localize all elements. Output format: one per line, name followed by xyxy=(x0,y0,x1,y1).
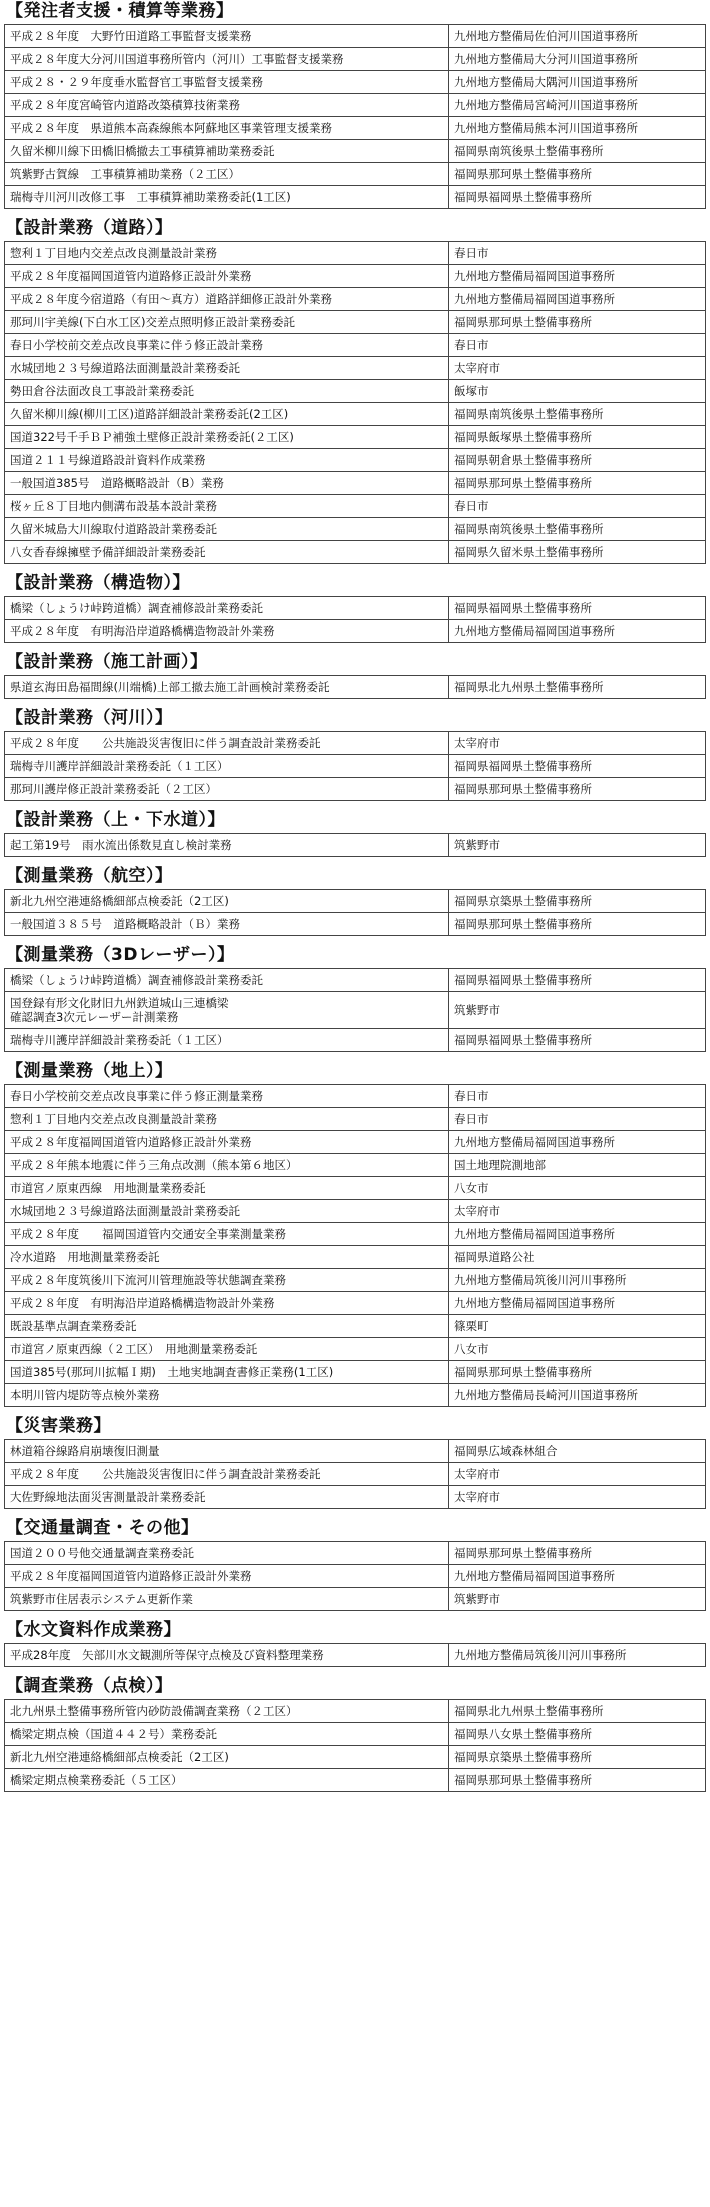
project-name-cell: 平成28年度 矢部川水文観測所等保守点検及び資料整理業務 xyxy=(5,1644,449,1667)
table-row xyxy=(5,1644,706,1667)
project-name-cell: 平成２８・２９年度垂水監督官工事監督支援業務 xyxy=(5,71,449,94)
table-row xyxy=(5,1108,706,1131)
client-cell: 福岡県福岡県土整備事務所 xyxy=(449,597,706,620)
table-row xyxy=(5,1440,706,1463)
table-row xyxy=(5,969,706,992)
table-row xyxy=(5,890,706,913)
project-name-cell: 平成２８年度筑後川下流河川管理施設等状態調査業務 xyxy=(5,1269,449,1292)
table-row xyxy=(5,1746,706,1769)
project-name-cell: 本明川管内堤防等点検外業務 xyxy=(5,1384,449,1407)
project-name-cell: 国登録有形文化財旧九州鉄道城山三連橋梁 確認調査3次元レーザー計測業務 xyxy=(5,992,449,1029)
table-row xyxy=(5,1700,706,1723)
client-cell: 福岡県那珂県土整備事務所 xyxy=(449,1769,706,1792)
client-cell: 春日市 xyxy=(449,1108,706,1131)
client-cell: 福岡県京築県土整備事務所 xyxy=(449,1746,706,1769)
project-name-cell: 県道玄海田島福間線(川端橋)上部工撤去施工計画検討業務委託 xyxy=(5,676,449,699)
client-cell: 筑紫野市 xyxy=(449,1588,706,1611)
table-row xyxy=(5,1384,706,1407)
project-name-cell: 林道箱谷線路肩崩壊復旧測量 xyxy=(5,1440,449,1463)
section-title: 【設計業務（河川）】 xyxy=(6,708,173,728)
project-name-cell: 市道宮ノ原東西線（２工区） 用地測量業務委託 xyxy=(5,1338,449,1361)
client-cell: 福岡県那珂県土整備事務所 xyxy=(449,778,706,801)
client-cell: 福岡県朝倉県土整備事務所 xyxy=(449,449,706,472)
client-cell: 八女市 xyxy=(449,1338,706,1361)
project-table xyxy=(4,596,706,643)
client-cell: 九州地方整備局福岡国道事務所 xyxy=(449,1565,706,1588)
client-cell: 福岡県福岡県土整備事務所 xyxy=(449,1029,706,1052)
project-name-cell: 新北九州空港連絡橋細部点検委託（2工区) xyxy=(5,890,449,913)
table-row xyxy=(5,778,706,801)
table-row xyxy=(5,472,706,495)
client-cell: 福岡県八女県土整備事務所 xyxy=(449,1723,706,1746)
table-row xyxy=(5,311,706,334)
section xyxy=(4,707,704,801)
client-cell: 九州地方整備局宮崎河川国道事務所 xyxy=(449,94,706,117)
project-name-cell: 冷水道路 用地測量業務委託 xyxy=(5,1246,449,1269)
section xyxy=(4,1619,704,1667)
client-cell: 福岡県北九州県土整備事務所 xyxy=(449,1700,706,1723)
client-cell: 福岡県道路公社 xyxy=(449,1246,706,1269)
client-cell: 太宰府市 xyxy=(449,732,706,755)
table-row xyxy=(5,242,706,265)
project-name-cell: 大佐野線地法面災害測量設計業務委託 xyxy=(5,1486,449,1509)
project-name-cell: 平成２８年度 大野竹田道路工事監督支援業務 xyxy=(5,25,449,48)
client-cell: 九州地方整備局福岡国道事務所 xyxy=(449,620,706,643)
client-cell: 篠栗町 xyxy=(449,1315,706,1338)
project-name-cell: 久留米柳川線下田橋旧橋撤去工事積算補助業務委託 xyxy=(5,140,449,163)
project-name-cell: 筑紫野市住居表示システム更新作業 xyxy=(5,1588,449,1611)
project-table xyxy=(4,1699,706,1792)
client-cell: 筑紫野市 xyxy=(449,834,706,857)
project-name-cell: 平成２８年度 福岡国道管内交通安全事業測量業務 xyxy=(5,1223,449,1246)
project-name-cell: 橋梁（しょうけ峠跨道橋）調査補修設計業務委託 xyxy=(5,597,449,620)
project-name-cell: 国道385号(那珂川拡幅Ｉ期) 土地実地調査書修正業務(1工区) xyxy=(5,1361,449,1384)
client-cell: 福岡県南筑後県土整備事務所 xyxy=(449,518,706,541)
client-cell: 春日市 xyxy=(449,242,706,265)
client-cell: 九州地方整備局熊本河川国道事務所 xyxy=(449,117,706,140)
project-table xyxy=(4,1439,706,1509)
project-name-cell: 国道２００号他交通量調査業務委託 xyxy=(5,1542,449,1565)
project-name-cell: 既設基準点調査業務委託 xyxy=(5,1315,449,1338)
client-cell: 福岡県福岡県土整備事務所 xyxy=(449,186,706,209)
project-name-cell: 水城団地２３号線道路法面測量設計業務委託 xyxy=(5,357,449,380)
client-cell: 九州地方整備局福岡国道事務所 xyxy=(449,1292,706,1315)
client-cell: 福岡県北九州県土整備事務所 xyxy=(449,676,706,699)
project-name-cell: 平成２８年度今宿道路（有田～真方）道路詳細修正設計外業務 xyxy=(5,288,449,311)
table-row xyxy=(5,1292,706,1315)
table-row xyxy=(5,94,706,117)
project-table xyxy=(4,24,706,209)
client-cell: 九州地方整備局福岡国道事務所 xyxy=(449,1131,706,1154)
client-cell: 八女市 xyxy=(449,1177,706,1200)
client-cell: 太宰府市 xyxy=(449,1486,706,1509)
project-name-cell: 平成２８年度宮崎管内道路改築積算技術業務 xyxy=(5,94,449,117)
client-cell: 福岡県那珂県土整備事務所 xyxy=(449,311,706,334)
client-cell: 福岡県那珂県土整備事務所 xyxy=(449,1361,706,1384)
table-row xyxy=(5,597,706,620)
project-table xyxy=(4,241,706,564)
project-name-cell: 水城団地２３号線道路法面測量設計業務委託 xyxy=(5,1200,449,1223)
project-name-cell: 平成２８年度福岡国道管内道路修正設計外業務 xyxy=(5,1565,449,1588)
table-row xyxy=(5,140,706,163)
table-row xyxy=(5,676,706,699)
client-cell: 福岡県広域森林組合 xyxy=(449,1440,706,1463)
client-cell: 福岡県那珂県土整備事務所 xyxy=(449,1542,706,1565)
client-cell: 春日市 xyxy=(449,1085,706,1108)
section-title: 【設計業務（構造物）】 xyxy=(6,573,190,593)
table-row xyxy=(5,426,706,449)
table-row xyxy=(5,380,706,403)
table-row xyxy=(5,334,706,357)
client-cell: 九州地方整備局大隅河川国道事務所 xyxy=(449,71,706,94)
client-cell: 福岡県久留米県土整備事務所 xyxy=(449,541,706,564)
project-name-cell: 平成２８年度 有明海沿岸道路橋構造物設計外業務 xyxy=(5,1292,449,1315)
project-name-cell: 春日小学校前交差点改良事業に伴う修正測量業務 xyxy=(5,1085,449,1108)
table-row xyxy=(5,1131,706,1154)
table-row xyxy=(5,1315,706,1338)
table-row xyxy=(5,1269,706,1292)
section-title: 【災害業務】 xyxy=(6,1416,111,1436)
table-row xyxy=(5,48,706,71)
table-row xyxy=(5,186,706,209)
client-cell: 九州地方整備局筑後川河川事務所 xyxy=(449,1269,706,1292)
document xyxy=(4,0,704,1792)
client-cell: 九州地方整備局福岡国道事務所 xyxy=(449,1223,706,1246)
project-name-cell: 瑞梅寺川河川改修工事 工事積算補助業務委託(1工区) xyxy=(5,186,449,209)
client-cell: 福岡県飯塚県土整備事務所 xyxy=(449,426,706,449)
table-row xyxy=(5,1200,706,1223)
project-name-cell: 新北九州空港連絡橋細部点検委託（2工区) xyxy=(5,1746,449,1769)
table-row xyxy=(5,288,706,311)
project-name-cell: 平成２８年度大分河川国道事務所管内（河川）工事監督支援業務 xyxy=(5,48,449,71)
project-name-cell: 橋梁定期点検（国道４４２号）業務委託 xyxy=(5,1723,449,1746)
table-row xyxy=(5,1463,706,1486)
project-name-cell: 惣利１丁目地内交差点改良測量設計業務 xyxy=(5,242,449,265)
project-name-cell: 春日小学校前交差点改良事業に伴う修正設計業務 xyxy=(5,334,449,357)
client-cell: 九州地方整備局福岡国道事務所 xyxy=(449,265,706,288)
project-name-cell: 瑞梅寺川護岸詳細設計業務委託（１工区） xyxy=(5,755,449,778)
client-cell: 福岡県那珂県土整備事務所 xyxy=(449,163,706,186)
project-table xyxy=(4,731,706,801)
table-row xyxy=(5,1338,706,1361)
table-row xyxy=(5,1723,706,1746)
table-row xyxy=(5,1177,706,1200)
section xyxy=(4,651,704,699)
project-table xyxy=(4,1084,706,1407)
table-row xyxy=(5,992,706,1029)
project-name-cell: 橋梁定期点検業務委託（５工区） xyxy=(5,1769,449,1792)
section-title: 【測量業務（航空）】 xyxy=(6,866,173,886)
table-row xyxy=(5,265,706,288)
client-cell: 福岡県那珂県土整備事務所 xyxy=(449,913,706,936)
table-row xyxy=(5,620,706,643)
section-title: 【測量業務（地上）】 xyxy=(6,1061,173,1081)
table-row xyxy=(5,1223,706,1246)
project-name-cell: 久留米城島大川線取付道路設計業務委託 xyxy=(5,518,449,541)
table-row xyxy=(5,117,706,140)
project-name-cell: 平成２８年度 有明海沿岸道路橋構造物設計外業務 xyxy=(5,620,449,643)
section xyxy=(4,944,704,1052)
project-name-cell: 市道宮ノ原東西線 用地測量業務委託 xyxy=(5,1177,449,1200)
project-name-cell: 平成２８年度 県道熊本高森線熊本阿蘇地区事業管理支援業務 xyxy=(5,117,449,140)
project-name-cell: 一般国道385号 道路概略設計（B）業務 xyxy=(5,472,449,495)
table-row xyxy=(5,1246,706,1269)
table-row xyxy=(5,1085,706,1108)
project-name-cell: 橋梁（しょうけ峠跨道橋）調査補修設計業務委託 xyxy=(5,969,449,992)
table-row xyxy=(5,1361,706,1384)
section-title: 【調査業務（点検）】 xyxy=(6,1676,173,1696)
table-row xyxy=(5,1486,706,1509)
client-cell: 九州地方整備局筑後川河川事務所 xyxy=(449,1644,706,1667)
table-row xyxy=(5,1154,706,1177)
project-name-cell: 国道322号千手ＢＰ補強土壁修正設計業務委託(２工区) xyxy=(5,426,449,449)
section-title: 【設計業務（施工計画）】 xyxy=(6,652,208,672)
section-title: 【測量業務（3Dレーザー）】 xyxy=(6,945,235,965)
table-row xyxy=(5,1029,706,1052)
client-cell: 九州地方整備局大分河川国道事務所 xyxy=(449,48,706,71)
section-title: 【発注者支援・積算等業務】 xyxy=(6,1,234,21)
project-name-cell: 北九州県土整備事務所管内砂防設備調査業務（２工区） xyxy=(5,1700,449,1723)
client-cell: 福岡県南筑後県土整備事務所 xyxy=(449,140,706,163)
table-row xyxy=(5,495,706,518)
client-cell: 九州地方整備局佐伯河川国道事務所 xyxy=(449,25,706,48)
project-table xyxy=(4,1643,706,1667)
project-name-cell: 惣利１丁目地内交差点改良測量設計業務 xyxy=(5,1108,449,1131)
client-cell: 春日市 xyxy=(449,334,706,357)
table-row xyxy=(5,357,706,380)
client-cell: 筑紫野市 xyxy=(449,992,706,1029)
section xyxy=(4,0,704,209)
project-name-cell: 平成２８年度 公共施設災害復旧に伴う調査設計業務委託 xyxy=(5,732,449,755)
section xyxy=(4,865,704,936)
project-name-cell: 筑紫野古賀線 工事積算補助業務（２工区） xyxy=(5,163,449,186)
table-row xyxy=(5,1588,706,1611)
project-table xyxy=(4,675,706,699)
client-cell: 太宰府市 xyxy=(449,357,706,380)
project-name-cell: 勢田倉谷法面改良工事設計業務委託 xyxy=(5,380,449,403)
client-cell: 飯塚市 xyxy=(449,380,706,403)
project-name-cell: 平成２８年熊本地震に伴う三角点改測（熊本第６地区） xyxy=(5,1154,449,1177)
table-row xyxy=(5,1565,706,1588)
project-name-cell: 瑞梅寺川護岸詳細設計業務委託（１工区） xyxy=(5,1029,449,1052)
project-name-cell: 那珂川護岸修正設計業務委託（２工区） xyxy=(5,778,449,801)
project-name-cell: 平成２８年度福岡国道管内道路修正設計外業務 xyxy=(5,1131,449,1154)
section xyxy=(4,809,704,857)
client-cell: 福岡県京築県土整備事務所 xyxy=(449,890,706,913)
table-row xyxy=(5,403,706,426)
client-cell: 福岡県福岡県土整備事務所 xyxy=(449,755,706,778)
section-title: 【水文資料作成業務】 xyxy=(6,1620,181,1640)
project-table xyxy=(4,968,706,1052)
client-cell: 福岡県那珂県土整備事務所 xyxy=(449,472,706,495)
client-cell: 太宰府市 xyxy=(449,1200,706,1223)
table-row xyxy=(5,163,706,186)
project-name-cell: 那珂川宇美線(下白水工区)交差点照明修正設計業務委託 xyxy=(5,311,449,334)
section xyxy=(4,1415,704,1509)
client-cell: 九州地方整備局福岡国道事務所 xyxy=(449,288,706,311)
project-table xyxy=(4,833,706,857)
project-name-cell: 久留米柳川線(柳川工区)道路詳細設計業務委託(2工区) xyxy=(5,403,449,426)
table-row xyxy=(5,755,706,778)
project-name-cell: 国道２１１号線道路設計資料作成業務 xyxy=(5,449,449,472)
section-title: 【交通量調査・その他】 xyxy=(6,1518,199,1538)
section-title: 【設計業務（道路）】 xyxy=(6,218,173,238)
project-name-cell: 平成２８年度福岡国道管内道路修正設計外業務 xyxy=(5,265,449,288)
project-name-cell: 平成２８年度 公共施設災害復旧に伴う調査設計業務委託 xyxy=(5,1463,449,1486)
section xyxy=(4,1060,704,1407)
project-name-cell: 八女香春線擁壁予備詳細設計業務委託 xyxy=(5,541,449,564)
client-cell: 福岡県福岡県土整備事務所 xyxy=(449,969,706,992)
table-row xyxy=(5,913,706,936)
table-row xyxy=(5,834,706,857)
table-row xyxy=(5,71,706,94)
section xyxy=(4,1675,704,1792)
table-row xyxy=(5,1769,706,1792)
section xyxy=(4,217,704,564)
client-cell: 春日市 xyxy=(449,495,706,518)
section xyxy=(4,572,704,643)
table-row xyxy=(5,732,706,755)
project-name-cell: 桜ヶ丘８丁目地内側溝布設基本設計業務 xyxy=(5,495,449,518)
project-name-cell: 一般国道３８５号 道路概略設計（Ｂ）業務 xyxy=(5,913,449,936)
table-row xyxy=(5,541,706,564)
table-row xyxy=(5,25,706,48)
client-cell: 九州地方整備局長崎河川国道事務所 xyxy=(449,1384,706,1407)
section-title: 【設計業務（上・下水道）】 xyxy=(6,810,225,830)
table-row xyxy=(5,449,706,472)
client-cell: 太宰府市 xyxy=(449,1463,706,1486)
client-cell: 国土地理院測地部 xyxy=(449,1154,706,1177)
section xyxy=(4,1517,704,1611)
client-cell: 福岡県南筑後県土整備事務所 xyxy=(449,403,706,426)
project-table xyxy=(4,1541,706,1611)
project-table xyxy=(4,889,706,936)
table-row xyxy=(5,1542,706,1565)
table-row xyxy=(5,518,706,541)
project-name-cell: 起工第19号 雨水流出係数見直し検討業務 xyxy=(5,834,449,857)
